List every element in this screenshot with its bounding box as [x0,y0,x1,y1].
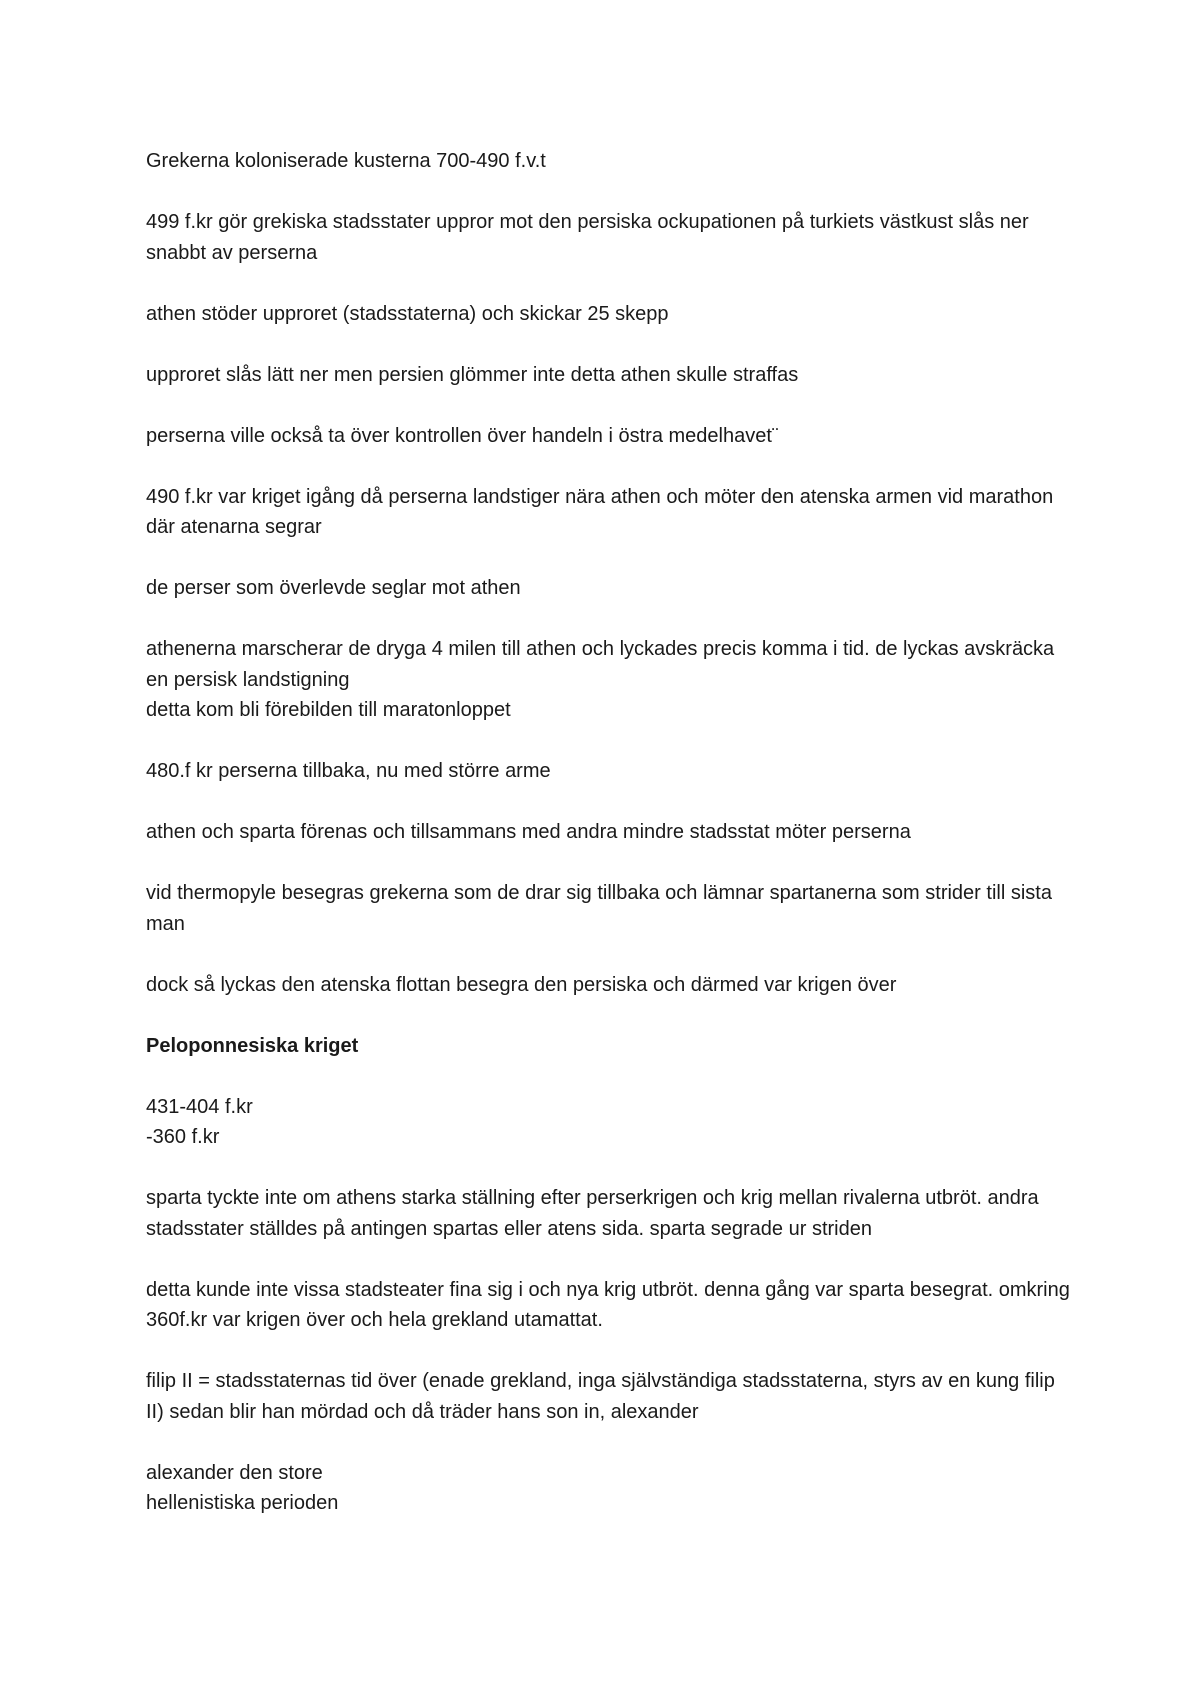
paragraph [146,360,1076,391]
text-line: 431-404 f.kr [146,1095,253,1118]
text-line: detta kunde inte vissa stadsteater fina sig i och nya krig utbröt. denna gång var sparta besegrat. omkring 360f.kr var krigen över och hela grekland utamattat. [146,1278,1070,1331]
text-line: athen stöder upproret (stadsstaterna) och skickar 25 skepp [146,302,669,325]
text-line: Grekerna koloniserade kusterna 700-490 f.v.t [146,150,546,172]
section-heading [146,1031,1076,1062]
document-body [146,146,1076,1549]
paragraph [146,1458,1076,1519]
paragraph [146,207,1076,268]
text-line: de perser som överlevde seglar mot athen [146,577,521,599]
text-line: vid thermopyle besegras grekerna som de drar sig tillbaka och lämnar spartanerna som strider till sista man [146,882,1052,935]
text-line: athenerna marscherar de dryga 4 milen till athen och lyckades precis komma i tid. de lyckas avskräcka en persisk landstigning [146,638,1055,691]
text-line: hellenistiska perioden [146,1492,339,1514]
text-line: upproret slås lätt ner men persien glömmer inte detta athen skulle straffas [146,363,799,386]
paragraph [146,878,1076,939]
paragraph [146,573,1076,604]
text-line: 499 f.kr gör grekiska stadsstater uppror mot den persiska ockupationen på turkiets västkust slås ner snabbt av perserna [146,211,1029,264]
text-line: athen och sparta förenas och tillsammans med andra mindre stadsstat möter perserna [146,821,911,843]
text-line: alexander den store [146,1461,323,1484]
paragraph [146,482,1076,543]
text-line: 490 f.kr var kriget igång då perserna landstiger nära athen och möter den atenska armen vid marathon där atenarna segrar [146,485,1054,538]
text-line: sparta tyckte inte om athens starka ställning efter perserkrigen och krig mellan rivalerna utbröt. andra stadsstater ställdes på antingen spartas eller atens sida. sparta segrade ur striden [146,1187,1039,1240]
paragraph [146,1366,1076,1427]
paragraph [146,146,1076,177]
paragraph [146,817,1076,848]
text-line: perserna ville också ta över kontrollen över handeln i östra medelhavet¨ [146,424,779,447]
text-line: dock så lyckas den atenska flottan besegra den persiska och därmed var krigen över [146,973,897,996]
text-line: -360 f.kr [146,1126,220,1148]
paragraph [146,421,1076,452]
paragraph [146,970,1076,1001]
paragraph [146,1275,1076,1336]
paragraph [146,299,1076,330]
text-line: detta kom bli förebilden till maratonloppet [146,699,511,721]
text-line: Peloponnesiska kriget [146,1034,359,1057]
paragraph [146,1092,1076,1153]
paragraph [146,634,1076,726]
text-line: filip II = stadsstaternas tid över (enade grekland, inga självständiga stadsstaterna, styrs av en kung filip II) sedan blir han mördad och då träder hans son in, alexander [146,1370,1055,1423]
paragraph [146,1183,1076,1244]
text-line: 480.f kr perserna tillbaka, nu med större arme [146,760,551,782]
paragraph [146,756,1076,787]
